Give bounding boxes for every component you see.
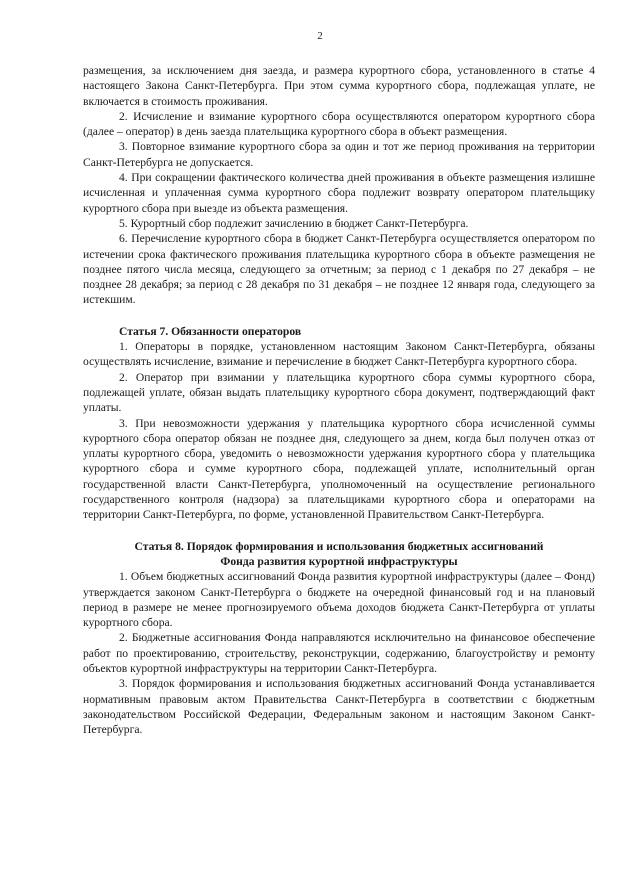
paragraph-item: 5. Курортный сбор подлежит зачислению в бюджет Санкт-Петербурга. [119, 216, 469, 230]
document-body [83, 63, 595, 737]
paragraph-item: 3. Порядок формирования и использования бюджетных ассигнований Фонда устанавливается нормативным правовым актом Правительства Санкт-Петербурга в соответствии с бюджетным законодательством Российской Федерации, Федеральным законом и настоящим Законом Санкт-Петербурга. [83, 677, 595, 737]
paragraph-item: 1. Операторы в порядке, установленном настоящим Законом Санкт-Петербурга, обязаны осуществлять исчисление, взимание и перечисление в бюджет Санкт-Петербурга курортного сбора. [83, 340, 595, 369]
section-spacer [83, 523, 595, 539]
paragraph-item: 4. При сокращении фактического количества дней проживания в объекте размещения излишне исчисленная и уплаченная сумма курортного сбора подлежит возврату оператором плательщику курортного сбора при выезде из объекта размещения. [83, 171, 595, 215]
paragraph-item: 2. Оператор при взимании у плательщика курортного сбора суммы курортного сбора, подлежащей уплате, обязан выдать плательщику курортного сбора документ, подтверждающий факт уплаты. [83, 370, 595, 415]
article-7-heading: Статья 7. Обязанности операторов [119, 324, 302, 338]
paragraph-item: 3. При невозможности удержания у плательщика курортного сбора исчисленной суммы курортного сбора оператор обязан не позднее дня, следующего за днем, когда был получен отказ от уплаты курортного сбора, уведомить о невозможности удержания курортного сбора у плательщика курортного сбора и сумме курортного сбора, подлежащей уплате, исполнительный орган государственной власти Санкт-Петербурга, уполномоченный на осуществление регионального государственного контроля (надзора) за плательщиками курортного сбора и операторами на территории Санкт-Петербурга, по форме, установленной Правительством Санкт-Петербурга. [83, 416, 595, 522]
paragraph-continuation: размещения, за исключением дня заезда, и размера курортного сбора, установленного в статье 4 настоящего Закона Санкт-Петербурга. При этом сумма курортного сбора, подлежащая уплате, не включается в стоимость проживания. [83, 64, 595, 108]
paragraph-item: 3. Повторное взимание курортного сбора за один и тот же период проживания на территории Санкт-Петербурга не допускается. [83, 140, 595, 169]
section-spacer [83, 308, 595, 324]
article-8-heading-line2: Фонда развития курортной инфраструктуры [220, 554, 458, 568]
paragraph-item: 2. Бюджетные ассигнования Фонда направляются исключительно на финансовое обеспечение работ по проектированию, строительству, реконструкции, содержанию, благоустройству и ремонту объектов курортной инфраструктуры на территории Санкт-Петербурга. [83, 631, 595, 675]
paragraph-item: 2. Исчисление и взимание курортного сбора осуществляются оператором курортного сбора (далее – оператор) в день заезда плательщика курортного сбора в объект размещения. [83, 109, 595, 139]
page-number: 2 [317, 30, 323, 42]
paragraph-item: 1. Объем бюджетных ассигнований Фонда развития курортной инфраструктуры (далее – Фонд) утверждается законом Санкт-Петербурга о бюджете на очередной финансовый год и на плановый период в размере не менее прогнозируемого объема доходов бюджета Санкт-Петербурга от уплаты курортного сбора. [83, 570, 595, 630]
article-8-heading-line1: Статья 8. Порядок формирования и использования бюджетных ассигнований [134, 539, 544, 553]
paragraph-item: 6. Перечисление курортного сбора в бюджет Санкт-Петербурга осуществляется оператором по истечении срока фактического проживания плательщика курортного сбора в объекте размещения не позднее пятого числа месяца, следующего за отчетным; за период с 1 декабря по 27 декабря – не позднее 28 декабря; за период с 28 декабря по 31 декабря – не позднее 12 января года, следующего за истекшим. [83, 232, 595, 307]
